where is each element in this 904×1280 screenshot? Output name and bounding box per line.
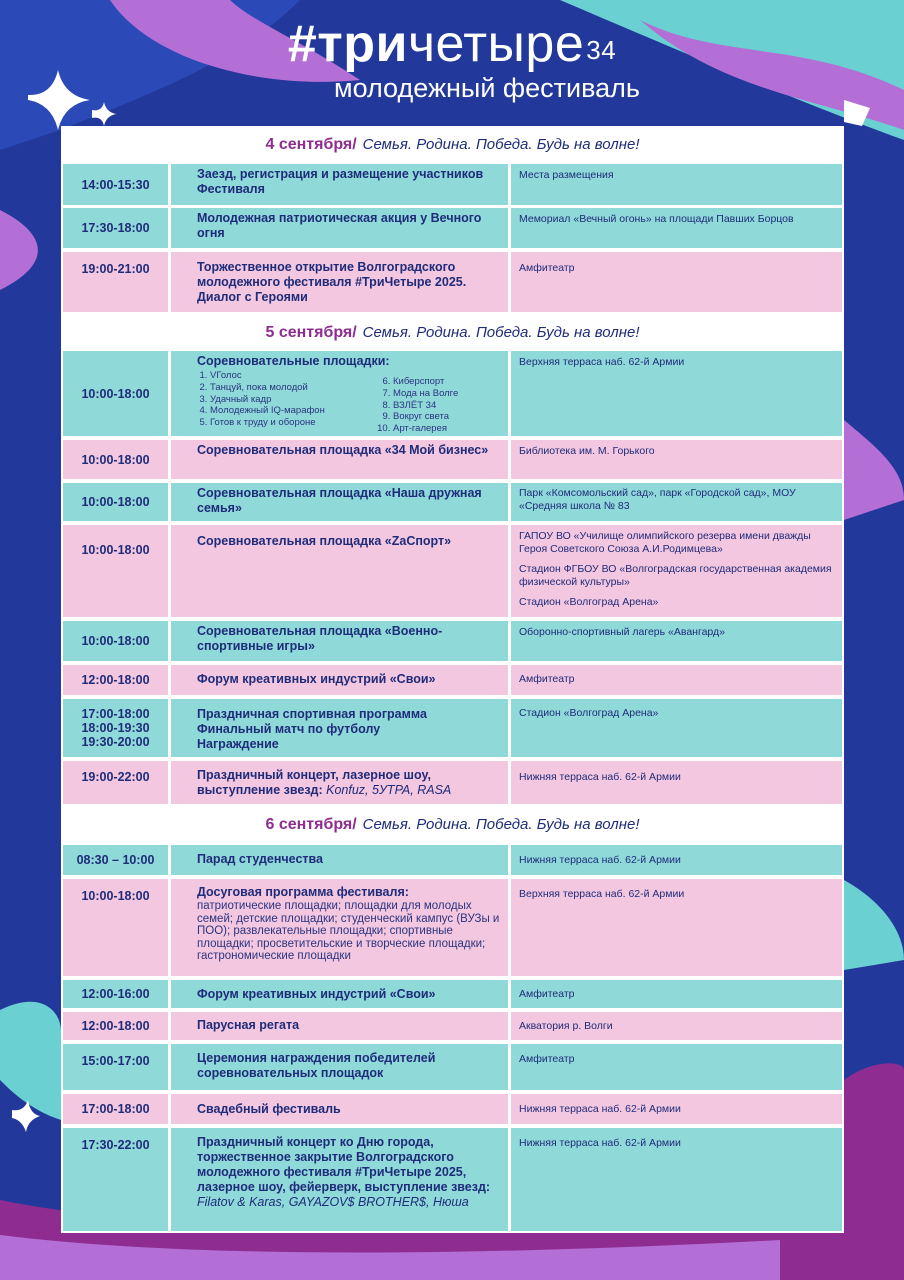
row-place: Амфитеатр (511, 252, 842, 312)
row-event (171, 980, 508, 1008)
day-date: 6 сентября/ (265, 816, 357, 833)
row-event (171, 1012, 508, 1040)
event-title: Свадебный фестиваль (197, 1102, 341, 1116)
row-time: 12:00-16:00 (63, 980, 168, 1008)
row-place: Парк «Комсомольский сад», парк «Городской сад», МОУ «Средняя школа № 83 (511, 483, 842, 521)
place-line: ГАПОУ ВО «Училище олимпийского резерва имени дважды Героя Советского Союза А.И.Родимцева» (519, 530, 811, 555)
row-event (171, 483, 508, 521)
row-event (171, 351, 508, 436)
row-time: 17:00-18:00 (63, 1094, 168, 1124)
row-place: Нижняя терраса наб. 62-й Армии (511, 1094, 842, 1124)
schedule-row (61, 665, 844, 695)
event-title: Соревновательная площадка «Военно-спортивные игры» (197, 624, 443, 653)
event-title: Праздничная спортивная программа (197, 707, 427, 721)
day-date: 5 сентября/ (265, 324, 357, 341)
row-event (171, 208, 508, 248)
row-event (171, 665, 508, 695)
list-item: 1. VГолос (210, 370, 380, 382)
row-time: 12:00-18:00 (63, 665, 168, 695)
schedule-row (61, 845, 844, 875)
row-time: 10:00-18:00 (63, 621, 168, 661)
place-line: Стадион ФГБОУ ВО «Волгоградская государственная академия физической культуры» (519, 563, 832, 588)
row-time (63, 699, 168, 757)
event-title: Парусная регата (197, 1018, 300, 1032)
row-event (171, 440, 508, 479)
competition-list-right (380, 370, 458, 435)
event-title: Досуговая программа фестиваля: (197, 885, 409, 899)
schedule-row (61, 525, 844, 617)
list-item: 8. ВЗЛЁТ 34 (393, 400, 458, 412)
list-item: 10. Арт-галерея (393, 423, 458, 435)
row-time: 10:00-18:00 (63, 440, 168, 479)
row-time: 10:00-18:00 (63, 483, 168, 521)
row-place: Нижняя терраса наб. 62-й Армии (511, 845, 842, 875)
row-place: Нижняя терраса наб. 62-й Армии (511, 761, 842, 804)
schedule-row (61, 1094, 844, 1124)
place-line: Стадион «Волгоград Арена» (519, 596, 659, 608)
title-superscript: 34 (586, 35, 617, 65)
event-title: Соревновательная площадка «34 Мой бизнес» (197, 443, 489, 457)
row-place: Амфитеатр (511, 665, 842, 695)
title-light-part: четыре (407, 15, 585, 73)
festival-header (0, 14, 904, 102)
event-details: патриотические площадки; площадки для молодых семей; детские площадки; студенческий кампус (ВУЗы и ПОО); развлекательные площадки; спортивные площадки; просветительские и творческие площадки; гастрономические площадки (197, 900, 500, 962)
competition-list-left (197, 370, 380, 435)
event-title: Церемония награждения победителей соревновательных площадок (197, 1051, 436, 1080)
festival-title (0, 14, 904, 74)
event-title: Молодежная патриотическая акция у Вечного огня (197, 211, 482, 240)
time-line: 17:00-18:00 (81, 707, 150, 721)
row-place: Верхняя терраса наб. 62-й Армии (511, 351, 842, 436)
schedule-row (61, 252, 844, 312)
row-time: 10:00-18:00 (63, 351, 168, 436)
list-item: 3. Удачный кадр (210, 394, 380, 406)
schedule-panel (61, 126, 844, 1233)
event-title: Праздничный концерт ко Дню города, торжественное закрытие Волгоградского молодежного фестиваля #ТриЧетыре 2025, лазерное шоу, фейерверк, выступление звезд: (197, 1135, 491, 1194)
schedule-row (61, 483, 844, 521)
competition-list (197, 370, 500, 435)
row-place: Нижняя терраса наб. 62-й Армии (511, 1128, 842, 1231)
row-event (171, 525, 508, 617)
event-title: Форум креативных индустрий «Свои» (197, 672, 436, 686)
schedule-row (61, 1044, 844, 1090)
day-heading-1 (61, 132, 844, 158)
schedule-row (61, 1012, 844, 1040)
row-time: 19:00-21:00 (63, 252, 168, 312)
row-event (171, 1094, 508, 1124)
event-title: Финальный матч по футболу (197, 722, 381, 736)
time-line: 18:00-19:30 (81, 721, 150, 735)
row-place (511, 525, 842, 617)
row-time: 14:00-15:30 (63, 164, 168, 205)
schedule-row (61, 351, 844, 436)
list-item: 5. Готов к труду и обороне (210, 417, 380, 429)
list-item: 7. Мода на Волге (393, 388, 458, 400)
schedule-row (61, 1128, 844, 1231)
schedule-row (61, 621, 844, 661)
event-title: Парад студенчества (197, 852, 323, 866)
event-title: Соревновательные площадки: (197, 354, 390, 368)
row-place: Акватория р. Волги (511, 1012, 842, 1040)
schedule-row (61, 761, 844, 804)
event-title: Торжественное открытие Волгоградского молодежного фестиваля #ТриЧетыре 2025. Диалог с Героями (197, 260, 467, 304)
row-time: 10:00-18:00 (63, 879, 168, 976)
list-item: 2. Танцуй, пока молодой (210, 382, 380, 394)
event-title: Заезд, регистрация и размещение участников Фестиваля (197, 167, 484, 196)
title-bold-part: #три (287, 15, 408, 73)
row-time: 10:00-18:00 (63, 525, 168, 617)
event-title: Форум креативных индустрий «Свои» (197, 987, 436, 1001)
row-place: Оборонно-спортивный лагерь «Авангард» (511, 621, 842, 661)
row-event (171, 879, 508, 976)
row-time: 15:00-17:00 (63, 1044, 168, 1090)
row-place: Амфитеатр (511, 980, 842, 1008)
event-guests: Filatov & Karas, GAYAZOV$ BROTHER$, Нюша (197, 1195, 469, 1209)
row-time: 08:30 – 10:00 (63, 845, 168, 875)
row-place: Мемориал «Вечный огонь» на площади Павших Борцов (511, 208, 842, 248)
festival-subtitle: молодежный фестиваль (334, 73, 640, 103)
row-place: Амфитеатр (511, 1044, 842, 1090)
event-title: Награждение (197, 737, 279, 751)
event-title: Соревновательная площадка «ZaСпорт» (197, 534, 452, 548)
event-guests: Konfuz, 5УТРА, RASA (326, 783, 452, 797)
row-place: Верхняя терраса наб. 62-й Армии (511, 879, 842, 976)
row-place: Библиотека им. М. Горького (511, 440, 842, 479)
row-event (171, 621, 508, 661)
row-event (171, 699, 508, 757)
row-event (171, 164, 508, 205)
day-motto: Семья. Родина. Победа. Будь на волне! (362, 136, 640, 153)
schedule-row (61, 208, 844, 248)
schedule-row (61, 980, 844, 1008)
time-line: 19:30-20:00 (81, 735, 150, 749)
event-title: Соревновательная площадка «Наша дружная семья» (197, 486, 482, 515)
row-place: Места размещения (511, 164, 842, 205)
row-event (171, 1128, 508, 1231)
day-heading-3 (61, 812, 844, 838)
list-item: 4. Молодежный IQ-марафон (210, 405, 380, 417)
day-date: 4 сентября/ (265, 136, 357, 153)
row-event (171, 1044, 508, 1090)
schedule-row (61, 879, 844, 976)
row-time: 17:30-18:00 (63, 208, 168, 248)
day-motto: Семья. Родина. Победа. Будь на волне! (362, 324, 640, 341)
row-time: 17:30-22:00 (63, 1128, 168, 1231)
row-event (171, 252, 508, 312)
schedule-row (61, 164, 844, 205)
row-time: 19:00-22:00 (63, 761, 168, 804)
schedule-row (61, 699, 844, 757)
row-time: 12:00-18:00 (63, 1012, 168, 1040)
day-heading-2 (61, 320, 844, 346)
row-event (171, 761, 508, 804)
day-motto: Семья. Родина. Победа. Будь на волне! (362, 816, 640, 833)
schedule-row (61, 440, 844, 479)
list-item: 6. Киберспорт (393, 376, 458, 388)
row-place: Стадион «Волгоград Арена» (511, 699, 842, 757)
event-title: Праздничный концерт, лазерное шоу, выступление звезд: (197, 768, 431, 797)
list-item: 9. Вокруг света (393, 411, 458, 423)
row-event (171, 845, 508, 875)
